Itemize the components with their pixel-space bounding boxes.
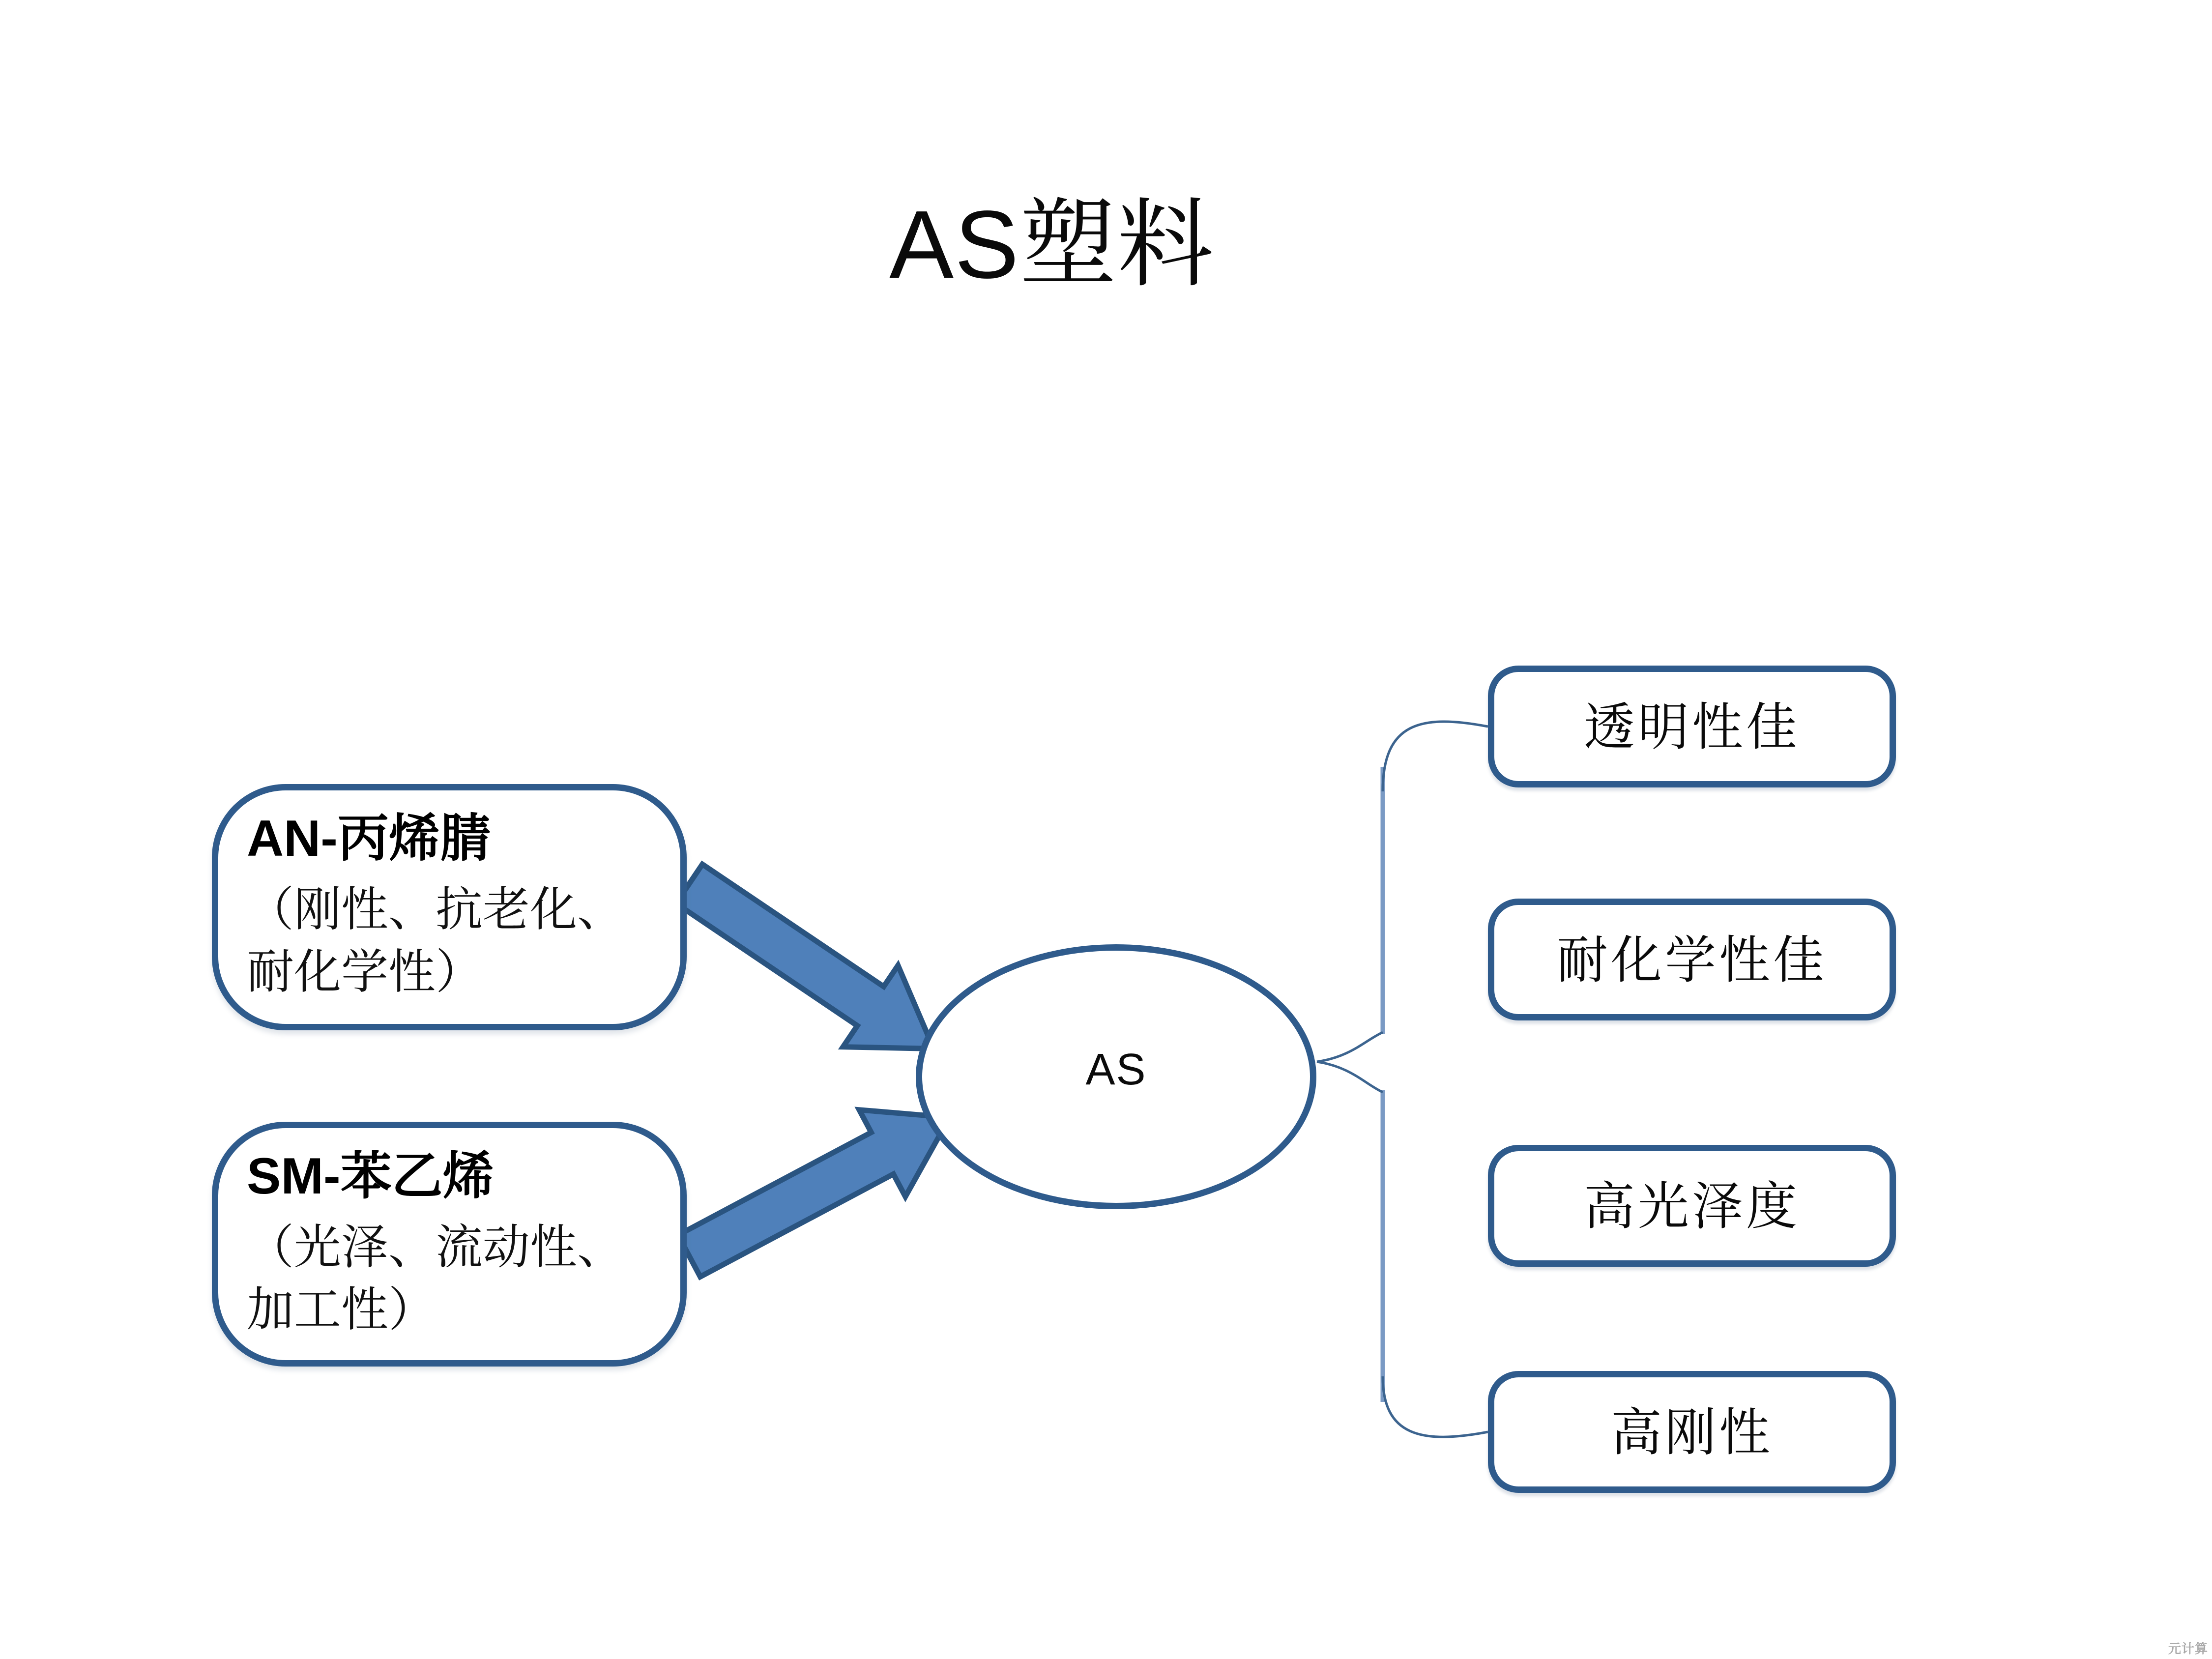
input-box-sm-heading-cjk: 苯乙烯	[340, 1148, 494, 1205]
page-title-cjk: 塑料	[1019, 192, 1215, 299]
input-box-sm-heading	[247, 1146, 661, 1208]
input-box-an-heading-cjk: 丙烯腈	[337, 811, 491, 867]
input-box-sm-heading-latin: SM-	[247, 1148, 341, 1205]
output-box-transparency-label: 透明性佳	[1583, 699, 1800, 756]
output-box-gloss	[1488, 1145, 1896, 1267]
output-box-gloss-label: 高光泽度	[1583, 1179, 1800, 1235]
output-box-transparency	[1488, 666, 1896, 787]
input-box-an	[212, 784, 687, 1030]
center-ellipse-as	[916, 944, 1316, 1209]
input-box-an-heading	[247, 808, 661, 870]
center-ellipse-label: AS	[1085, 1045, 1147, 1094]
input-box-an-properties-line1: （刚性、抗老化、	[247, 883, 624, 936]
output-box-chemical-resistance	[1488, 899, 1896, 1020]
bracket-connector-icon	[1317, 722, 1488, 1437]
input-box-an-heading-latin: AN-	[247, 810, 338, 867]
output-box-chemical-resistance-label: 耐化学性佳	[1556, 932, 1827, 989]
input-box-sm-properties-line2: 加工性）	[247, 1283, 436, 1336]
block-arrow-top-icon	[662, 843, 961, 1089]
output-box-rigidity-label: 高刚性	[1610, 1405, 1773, 1461]
input-box-an-properties	[247, 879, 661, 1003]
page-title-latin: AS	[889, 191, 1020, 298]
output-box-rigidity	[1488, 1371, 1896, 1493]
watermark: 元计算	[2168, 1641, 2208, 1656]
input-box-sm-properties	[247, 1217, 661, 1341]
input-box-sm-properties-line1: （光泽、流动性、	[247, 1221, 624, 1274]
input-box-an-properties-line2: 耐化学性）	[247, 945, 483, 998]
input-box-sm	[212, 1122, 687, 1367]
